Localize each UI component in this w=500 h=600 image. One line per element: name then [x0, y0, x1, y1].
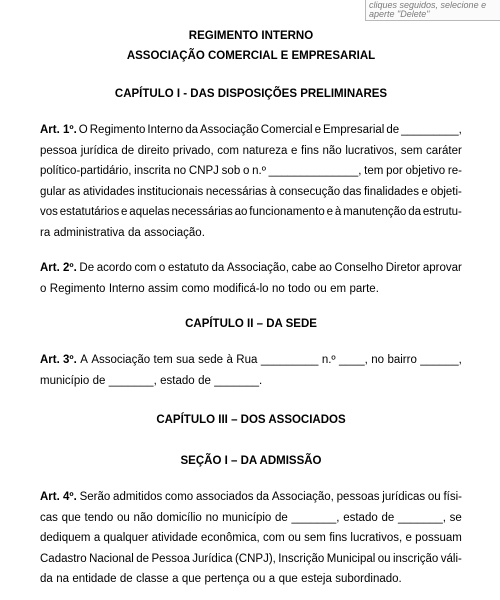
art1-line-6: ra administrativa da associação. — [40, 226, 205, 239]
hint-line-2: aperte "Delete" — [369, 9, 430, 19]
art4-line-2: cas que tendo ou não domicílio no município de _______, estado de _______, se — [40, 511, 462, 524]
art4-line-1: Art. 4º. Serão admitidos como associados da Associação, pessoas jurídicas ou físi- — [40, 487, 462, 508]
art1-line-1: Art. 1º. O Regimento Interno da Associação Comercial e Empresarial de _________, — [40, 120, 462, 141]
art1-line-5: vos estatutários e aquelas necessárias ao funcionamento e à manutenção da estrutu- — [40, 206, 462, 218]
section-1-heading: SEÇÃO I – DA ADMISSÃO — [180, 455, 322, 467]
art1-line-4: gular as atividades institucionais necessárias à consecução das finalidades e objeti- — [40, 185, 462, 198]
art4-line-5: da na entidade de classe a que pertença ou a que esteja subordinado. — [40, 573, 402, 585]
article-2-text — [40, 258, 462, 299]
art2-line-2: o Regimento Interno assim como modificá-lo no todo ou em parte. — [40, 282, 379, 295]
art2-label: Art. 2º. — [40, 262, 77, 274]
chapter-2-heading: CAPÍTULO II – DA SEDE — [185, 318, 317, 330]
article-1-text — [40, 120, 462, 243]
art2-line-1: Art. 2º. De acordo com o estatuto da Associação, cabe ao Conselho Diretor aprovar — [40, 258, 462, 279]
help-hint-box — [365, 0, 500, 21]
art3-line-2: município de _______, estado de _______. — [40, 374, 263, 387]
document-title: REGIMENTO INTERNO — [188, 30, 314, 42]
art3-label: Art. 3º. — [40, 354, 77, 366]
chapter-1-heading: CAPÍTULO I - DAS DISPOSIÇÕES PRELIMINARES — [114, 88, 388, 100]
art1-line-3: político-partidário, inscrita no CNPJ sob o n.º ______________, tem por objetivo re- — [40, 165, 462, 177]
art1-label: Art. 1º. — [40, 124, 77, 136]
art4-label: Art. 4º. — [40, 491, 77, 503]
document-subtitle: ASSOCIAÇÃO COMERCIAL E EMPRESARIAL — [126, 50, 376, 62]
chapter-3-heading: CAPÍTULO III – DOS ASSOCIADOS — [156, 414, 346, 426]
article-4-text — [40, 487, 462, 590]
art3-line-1: Art. 3º. A Associação tem sua sede à Rua _________ n.º ____, no bairro ______, — [40, 350, 462, 371]
article-3-text — [40, 350, 462, 391]
hint-line-1: cliques seguidos, selecione e — [369, 0, 487, 10]
art1-line-2: pessoa jurídica de direito privado, com natureza e fins não lucrativos, sem caráter — [40, 144, 462, 157]
art4-line-4: Cadastro Nacional de Pessoa Jurídica (CNPJ), Inscrição Municipal ou inscrição váli- — [40, 552, 462, 565]
art4-line-3: dediquem a qualquer atividade econômica, com ou sem fins lucrativos, e possuam — [40, 532, 462, 544]
